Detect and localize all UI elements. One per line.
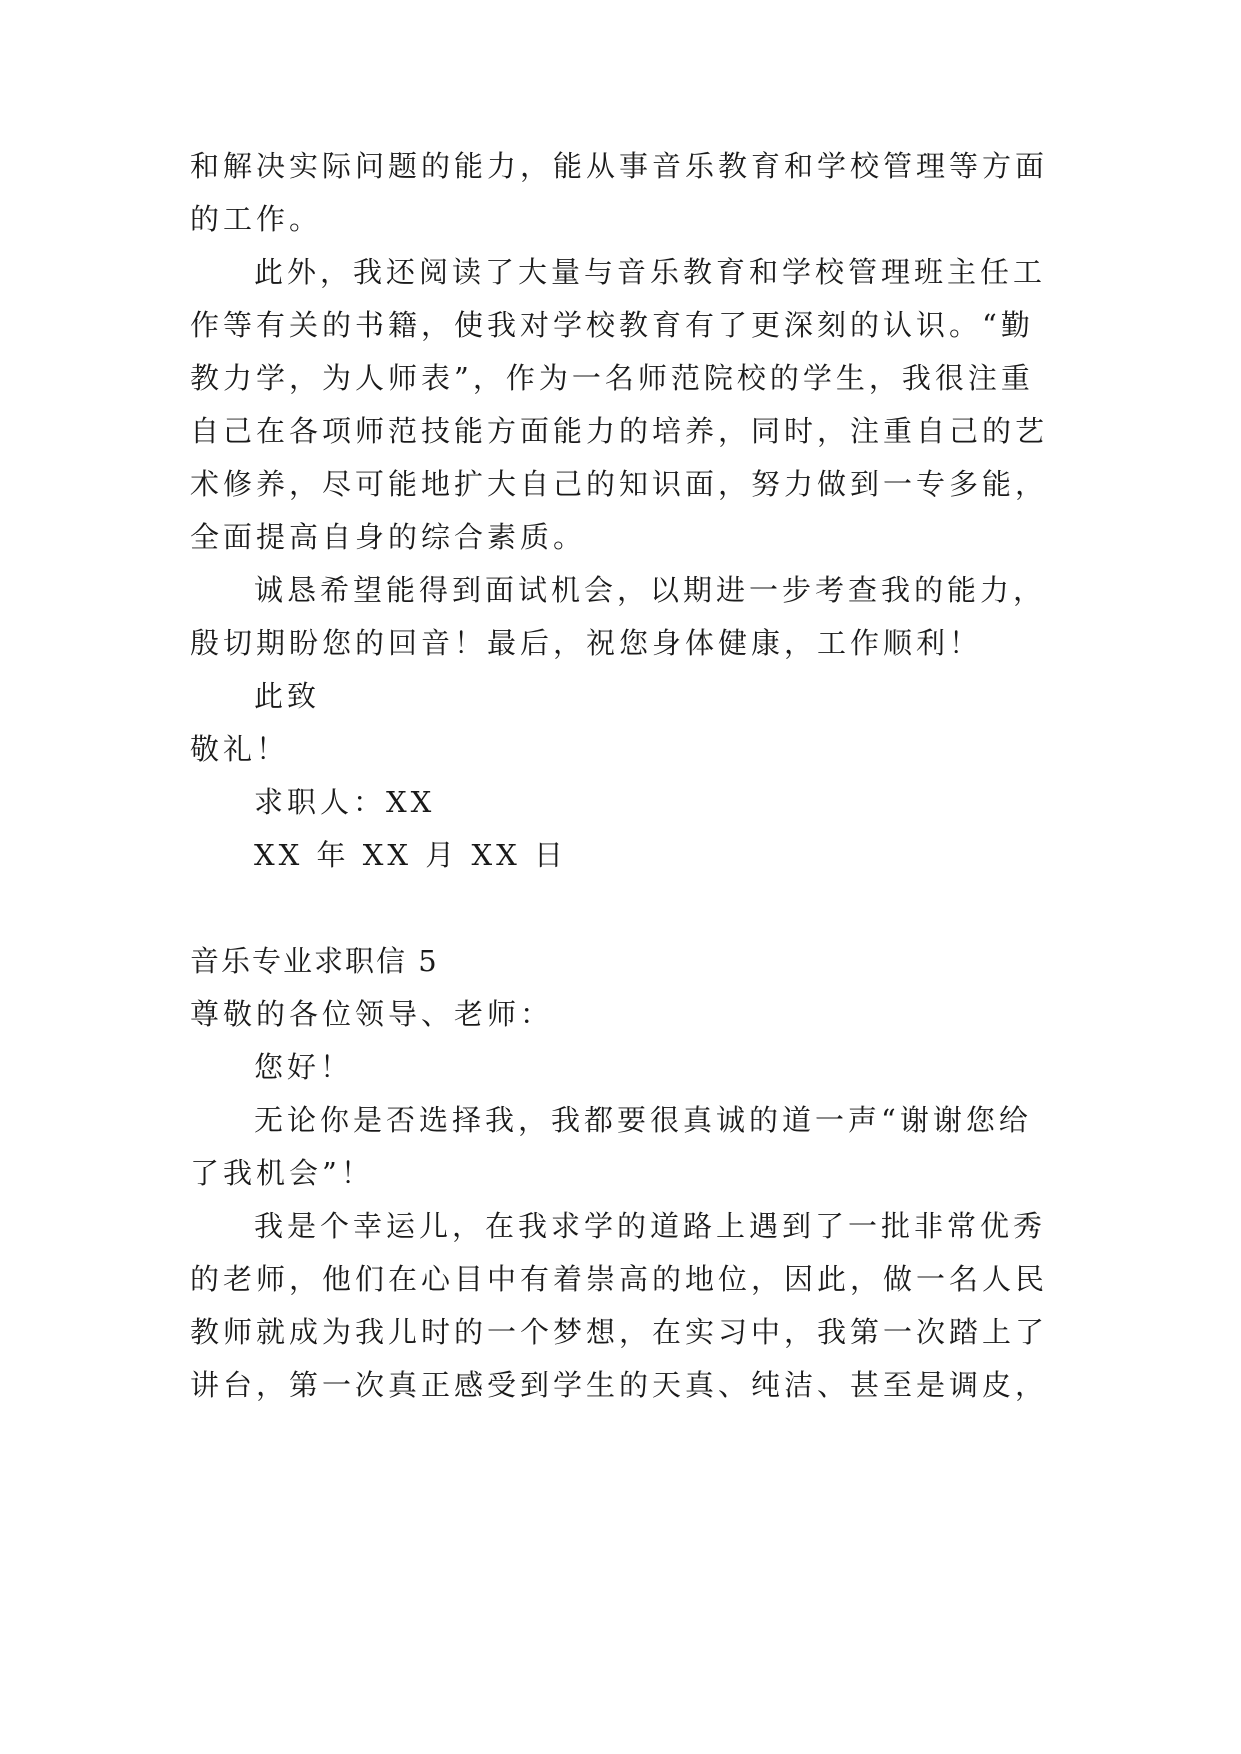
closing-line: 此致 — [254, 679, 321, 713]
paragraph-line: 诚恳希望能得到面试机会，以期进一步考查我的能力， — [254, 573, 1047, 607]
paragraph-line: 教力学，为人师表”，作为一名师范院校的学生，我很注重 — [190, 361, 1034, 395]
date-line: XX 年 XX 月 XX 日 — [254, 838, 567, 872]
paragraph-line: 殷切期盼您的回音！最后，祝您身体健康，工作顺利！ — [190, 626, 983, 660]
signature-line: 求职人：XX — [254, 785, 436, 819]
paragraph-line: 自己在各项师范技能方面能力的培养，同时，注重自己的艺 — [190, 414, 1049, 448]
greeting-line: 您好！ — [254, 1050, 354, 1084]
section-title: 音乐专业求职信 5 — [190, 944, 439, 978]
paragraph-line: 教师就成为我儿时的一个梦想，在实习中，我第一次踏上了 — [190, 1315, 1049, 1349]
paragraph-line: 术修养，尽可能地扩大自己的知识面，努力做到一专多能， — [190, 467, 1049, 501]
paragraph-line: 了我机会”！ — [190, 1156, 374, 1190]
paragraph-line: 此外，我还阅读了大量与音乐教育和学校管理班主任工 — [254, 255, 1047, 289]
paragraph-line: 作等有关的书籍，使我对学校教育有了更深刻的认识。“勤 — [190, 308, 1034, 342]
paragraph-line: 我是个幸运儿，在我求学的道路上遇到了一批非常优秀 — [254, 1209, 1047, 1243]
paragraph-line: 的老师，他们在心目中有着崇高的地位，因此，做一名人民 — [190, 1262, 1049, 1296]
paragraph-line: 讲台，第一次真正感受到学生的天真、纯洁、甚至是调皮， — [190, 1368, 1049, 1402]
paragraph-line: 全面提高自身的综合素质。 — [190, 520, 587, 554]
paragraph-line: 的工作。 — [190, 202, 323, 236]
greeting-line: 尊敬的各位领导、老师： — [190, 997, 554, 1031]
closing-salutation: 敬礼！ — [190, 732, 290, 766]
paragraph-line: 和解决实际问题的能力，能从事音乐教育和学校管理等方面 — [190, 149, 1049, 183]
paragraph-line: 无论你是否选择我，我都要很真诚的道一声“谢谢您给 — [254, 1103, 1032, 1137]
